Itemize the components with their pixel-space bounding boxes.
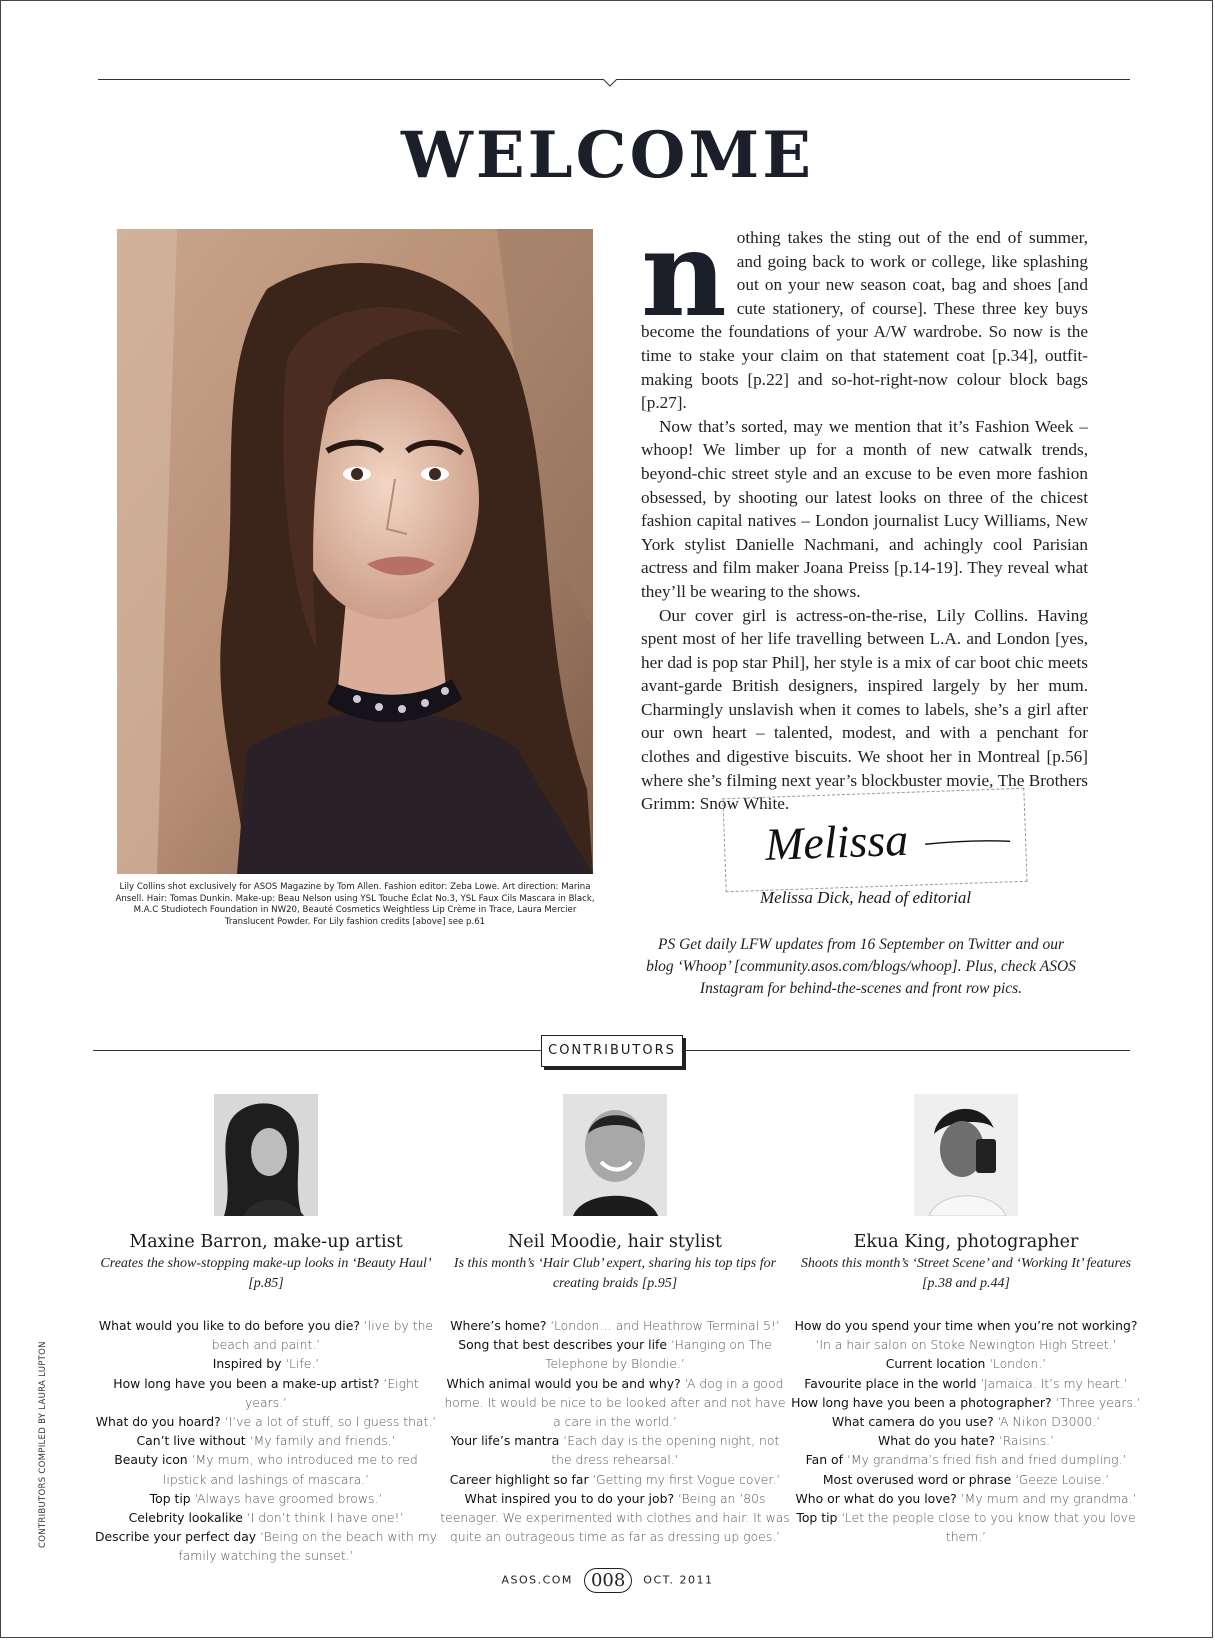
editorial-paragraph-2: Now that’s sorted, may we mention that it’s Fashion Week – whoop! We limber up for a month of new catwalk trends, beyond-chic street style and an excuse to be even more fashion obsessed, by shooting our latest looks on three of the chicest fashion capital natives – London journalist Lucy Williams, New York stylist Danielle Nachmani, and achingly cool Parisian actress and film maker Joana Preiss [p.14-19]. They reveal what they’ll be wearing to the shows. bbox=[641, 416, 1088, 601]
qa-item bbox=[91, 1316, 441, 1354]
qa-item bbox=[440, 1489, 790, 1547]
qa-question: Top tip bbox=[796, 1510, 838, 1526]
qa-item bbox=[91, 1527, 441, 1565]
qa-answer: ‘A Nikon D3000.’ bbox=[997, 1414, 1101, 1430]
qa-item bbox=[791, 1489, 1141, 1508]
qa-answer: ‘My mum and my grandma.’ bbox=[960, 1490, 1137, 1506]
qa-question: Where’s home? bbox=[450, 1318, 547, 1333]
contributor-neil bbox=[440, 1094, 790, 1546]
qa-answer: ‘live by the beach and paint.’ bbox=[211, 1318, 434, 1353]
qa-item bbox=[791, 1374, 1141, 1393]
qa-answer: ‘In a hair salon on Stoke Newington High Street.’ bbox=[815, 1337, 1117, 1353]
qa-answer: ‘I’ve a lot of stuff, so I guess that.’ bbox=[224, 1414, 437, 1430]
qa-item bbox=[791, 1354, 1141, 1373]
contributors-heading: CONTRIBUTORS bbox=[541, 1035, 683, 1067]
photo-caption: Lily Collins shot exclusively for ASOS Magazine by Tom Allen. Fashion editor: Zeba Lowe. Art direction: Marina Ansell. Hair: Tomas Dunkin. Make-up: Beau Nelson using YSL Touche Éclat No.3, YSL Faux Cils Mascara in Black, M.A.C Studiotech Foundation in NW20, Beauté Cosmetics Weightless Lip Crème in Trace, Laura Mercier Translucent Powder. For Lily fashion credits [above] see p.61 bbox=[115, 882, 595, 927]
qa-item bbox=[91, 1450, 441, 1488]
qa-item bbox=[91, 1354, 441, 1373]
editorial-paragraph-1: othing takes the sting out of the end of summer, and going back to work or college, like splashing out on your new season coat, bag and shoes [and cute stationery, of course]. These three key buys become the foundations of your A/W wardrobe. So now is the time to stake your claim on that statement coat [p.34], outfit-making boots [p.22] and so-hot-right-now colour block bags [p.27]. bbox=[641, 228, 1088, 413]
qa-answer: ‘Eight years.’ bbox=[245, 1375, 419, 1410]
qa-item bbox=[440, 1335, 790, 1373]
qa-answer: ‘Always have groomed brows.’ bbox=[194, 1490, 383, 1506]
qa-answer: ‘Geeze Louise.’ bbox=[1015, 1471, 1110, 1487]
side-credit: CONTRIBUTORS COMPILED BY LAURA LUPTON bbox=[38, 1341, 48, 1548]
qa-question: What do you hate? bbox=[877, 1433, 996, 1449]
cover-portrait-photo bbox=[117, 229, 593, 874]
svg-text:Melissa: Melissa bbox=[764, 813, 909, 870]
qa-answer: ‘Life.’ bbox=[285, 1356, 320, 1372]
qa-answer: ‘Being on the beach with my family watching the sunset.’ bbox=[178, 1529, 438, 1564]
qa-question: Describe your perfect day bbox=[94, 1529, 257, 1545]
qa-question: How long have you been a photographer? bbox=[791, 1394, 1052, 1410]
qa-question: What would you like to do before you die? bbox=[98, 1318, 360, 1333]
qa-item bbox=[91, 1431, 441, 1450]
signoff: Melissa Dick, head of editorial bbox=[760, 888, 972, 907]
qa-answer: ‘Jamaica. It’s my heart.’ bbox=[980, 1375, 1128, 1391]
qa-answer: ‘My family and friends.’ bbox=[249, 1433, 396, 1449]
qa-item bbox=[791, 1431, 1141, 1450]
page-footer bbox=[0, 1568, 1215, 1593]
contributor-qa bbox=[91, 1316, 441, 1566]
qa-answer: ‘Getting my first Vogue cover.’ bbox=[592, 1471, 781, 1487]
qa-question: What camera do you use? bbox=[831, 1414, 994, 1430]
page-title: WELCOME bbox=[401, 118, 814, 193]
avatar bbox=[914, 1094, 1018, 1216]
qa-answer: ‘Raisins.’ bbox=[999, 1433, 1055, 1449]
qa-answer: ‘Hanging on The Telephone by Blondie.’ bbox=[545, 1337, 772, 1372]
qa-item bbox=[440, 1316, 790, 1335]
avatar bbox=[214, 1094, 318, 1216]
qa-question: Career highlight so far bbox=[449, 1471, 589, 1487]
drop-cap: n bbox=[641, 204, 727, 343]
top-notch-ornament bbox=[603, 79, 617, 87]
qa-answer: ‘Three years.’ bbox=[1055, 1394, 1141, 1410]
qa-question: Who or what do you love? bbox=[795, 1490, 957, 1506]
qa-question: Most overused word or phrase bbox=[822, 1471, 1012, 1487]
qa-item bbox=[791, 1412, 1141, 1431]
qa-question: Can’t live without bbox=[136, 1433, 246, 1449]
qa-question: Favourite place in the world bbox=[804, 1375, 977, 1391]
signature-image bbox=[723, 789, 1026, 891]
contributor-name: Maxine Barron, make-up artist bbox=[129, 1232, 403, 1252]
contributor-ekua bbox=[791, 1094, 1141, 1546]
contributor-qa bbox=[440, 1316, 790, 1546]
contributor-name: Neil Moodie, hair stylist bbox=[507, 1232, 723, 1252]
qa-item bbox=[791, 1508, 1141, 1546]
contributor-role: Shoots this month’s ‘Street Scene’ and ‘Working It’ features [p.38 and p.44] bbox=[800, 1256, 1132, 1291]
footer-date: OCT. 2011 bbox=[643, 1573, 714, 1587]
qa-item bbox=[91, 1489, 441, 1508]
qa-answer: ‘A dog in a good home. It would be nice to be looked after and not have a care in the world.’ bbox=[444, 1375, 786, 1430]
qa-item bbox=[91, 1508, 441, 1527]
qa-answer: ‘My mum, who introduced me to red lipstick and lashings of mascara.’ bbox=[162, 1452, 418, 1487]
qa-item bbox=[791, 1316, 1141, 1354]
avatar bbox=[563, 1094, 667, 1216]
qa-question: Beauty icon bbox=[114, 1452, 188, 1468]
contributor-name: Ekua King, photographer bbox=[853, 1232, 1079, 1252]
contributor-role: Is this month’s ‘Hair Club’ expert, sharing his top tips for creating braids [p.95] bbox=[453, 1256, 777, 1291]
qa-answer: ‘Let the people close to you know that you love them.’ bbox=[841, 1510, 1136, 1545]
qa-question: How long have you been a make-up artist? bbox=[113, 1375, 380, 1391]
footer-site: ASOS.COM bbox=[501, 1573, 573, 1587]
editorial-body bbox=[641, 204, 1088, 816]
qa-item bbox=[440, 1374, 790, 1432]
qa-item bbox=[791, 1393, 1141, 1412]
qa-answer: ‘My grandma’s fried fish and fried dumpling.’ bbox=[846, 1452, 1127, 1468]
qa-question: Fan of bbox=[805, 1452, 843, 1468]
qa-question: Song that best describes your life bbox=[458, 1337, 667, 1353]
page-number: 008 bbox=[584, 1568, 632, 1593]
qa-question: Top tip bbox=[149, 1490, 191, 1506]
editorial-paragraph-3: Our cover girl is actress-on-the-rise, Lily Collins. Having spent most of her life travelling between L.A. and London [yes, her dad is pop star Phil], her style is a mix of car boot chic meets avant-garde British designers, inspired largely by her mum. Charmingly unslavish when it comes to labels, she’s a girl after our own heart – talented, modest, and with a penchant for clothes and digestive biscuits. We shoot her in Montreal [p.56] where she’s filming next year’s blockbuster movie, The Brothers Grimm: Snow White. bbox=[641, 605, 1088, 814]
qa-answer: ‘I don’t think I have one!’ bbox=[246, 1510, 404, 1526]
qa-item bbox=[791, 1450, 1141, 1469]
qa-item bbox=[440, 1431, 790, 1469]
qa-question: Celebrity lookalike bbox=[128, 1510, 243, 1526]
qa-answer: ‘London.’ bbox=[989, 1356, 1047, 1372]
qa-question: Current location bbox=[885, 1356, 986, 1372]
qa-answer: ‘Each day is the opening night, not the dress rehearsal.’ bbox=[551, 1433, 780, 1468]
postscript: PS Get daily LFW updates from 16 September on Twitter and our blog ‘Whoop’ [community.asos.com/blogs/whoop]. Plus, check ASOS Instagram for behind-the-scenes and front row pics. bbox=[646, 936, 1076, 997]
qa-answer: ‘London… and Heathrow Terminal 5!’ bbox=[550, 1318, 780, 1333]
contributor-role: Creates the show-stopping make-up looks in ‘Beauty Haul’ [p.85] bbox=[100, 1256, 432, 1291]
qa-question: What inspired you to do your job? bbox=[464, 1490, 675, 1506]
signature-box bbox=[722, 788, 1027, 892]
qa-answer: ‘Being an ’80s teenager. We experimented with clothes and hair. It was quite an outrageous time as far as dressing up goes.’ bbox=[440, 1490, 790, 1545]
contributor-maxine bbox=[91, 1094, 441, 1566]
qa-item bbox=[791, 1470, 1141, 1489]
qa-item bbox=[440, 1470, 790, 1489]
qa-item bbox=[91, 1412, 441, 1431]
qa-question: Inspired by bbox=[212, 1356, 282, 1372]
qa-question: Which animal would you be and why? bbox=[446, 1375, 681, 1391]
qa-item bbox=[91, 1374, 441, 1412]
qa-question: Your life’s mantra bbox=[450, 1433, 560, 1449]
contributor-qa bbox=[791, 1316, 1141, 1546]
qa-question: How do you spend your time when you’re not working? bbox=[794, 1318, 1138, 1333]
qa-question: What do you hoard? bbox=[95, 1414, 221, 1430]
